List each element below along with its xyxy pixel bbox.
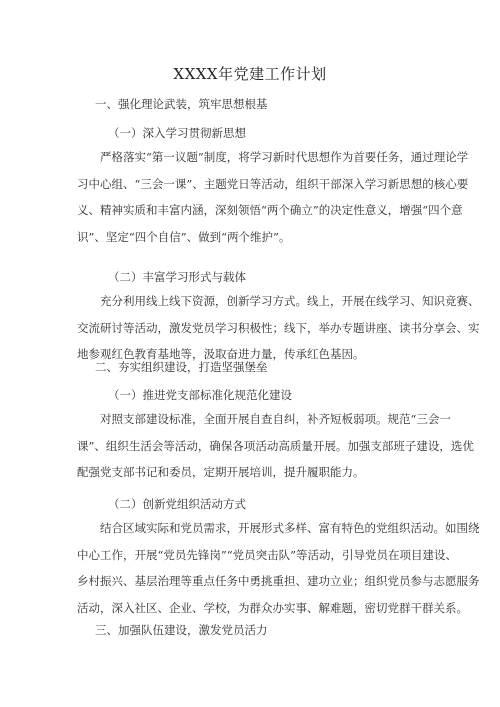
document-title: XXXX年党建工作计划: [173, 65, 327, 83]
paragraph-1-1: [77, 144, 469, 250]
paragraph-line: 交流研讨等活动，激发党员学习积极性；线下，举办专题讲座、读书分享会、实: [77, 320, 480, 335]
paragraph-1-2: [77, 288, 480, 368]
paragraph-line: 习中心组、“三会一课”、主题党日等活动，组织干部深入学习新思想的核心要: [77, 176, 469, 191]
paragraph-line: 中心工作，开展“党员先锋岗”“党员突击队”等活动，引导党员在项目建设、: [77, 547, 458, 562]
subsection-heading-1-2: （二）丰富学习形式与载体: [108, 270, 246, 284]
paragraph-line: 乡村振兴、基层治理等重点任务中勇挑重担、建功立业；组织党员参与志愿服务: [77, 574, 480, 588]
paragraph-line: 地参观红色教育基地等，汲取奋进力量，传承红色基因。: [77, 347, 365, 361]
subsection-heading-2-1: （一）推进党支部标准化规范化建设: [108, 388, 292, 402]
paragraph-line: 充分利用线上线下资源，创新学习方式。线上，开展在线学习、知识竞赛、: [100, 294, 480, 308]
paragraph-line: 识”、坚定“四个自信”、做到“两个维护”。: [77, 229, 291, 244]
paragraph-line: 对照支部建设标准，全面开展自查自纠，补齐短板弱项。规范“三会一: [100, 412, 451, 426]
section-heading-1: 一、强化理论武装，筑牢思想根基: [95, 97, 268, 111]
paragraph-line: 课”、组织生活会等活动，确保各项活动高质量开展。加强支部班子建设，选优: [77, 438, 474, 453]
paragraph-2-1: [77, 406, 474, 486]
section-heading-3: 三、加强队伍建设，激发党员活力: [95, 623, 268, 637]
subsection-heading-2-2: （二）创新党组织活动方式: [108, 497, 246, 511]
paragraph-line: 活动，深入社区、企业、学校，为群众办实事、解难题，密切党群干群关系。: [77, 600, 468, 615]
paragraph-line: 义、精神实质和丰富内涵，深刻领悟“两个确立”的决定性意义，增强“四个意: [77, 203, 463, 217]
paragraph-2-2: [77, 515, 480, 621]
subsection-heading-1-1: （一）深入学习贯彻新思想: [108, 126, 246, 140]
paragraph-line: 配强党支部书记和委员，定期开展培训，提升履职能力。: [77, 465, 365, 479]
paragraph-line: 结合区域实际和党员需求，开展形式多样、富有特色的党组织活动。如围绕: [100, 521, 480, 535]
section-heading-2: 二、夯实组织建设，打造坚强堡垒: [95, 360, 268, 374]
paragraph-line: 严格落实“第一议题”制度，将学习新时代思想作为首要任务，通过理论学: [100, 150, 469, 164]
